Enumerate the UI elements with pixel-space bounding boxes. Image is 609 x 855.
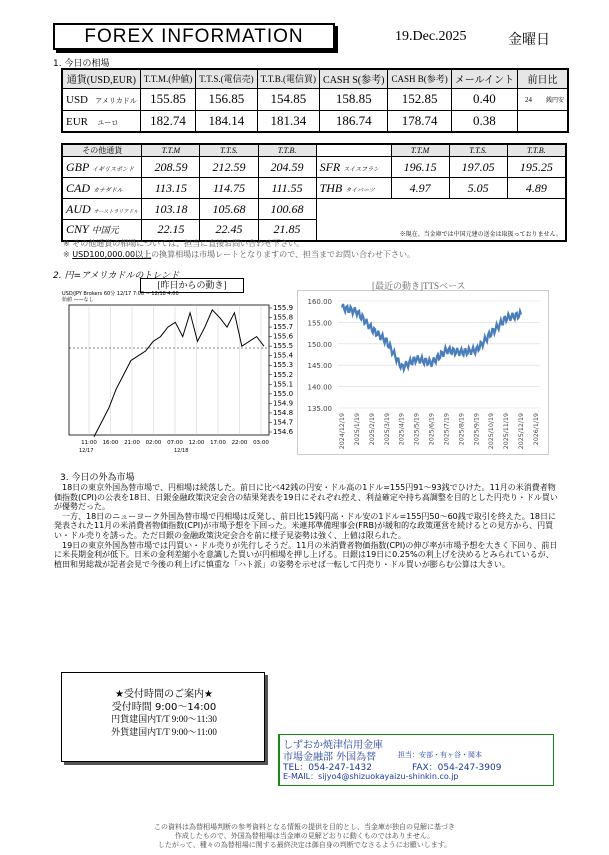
table-row bbox=[62, 178, 566, 199]
currency-code: USD bbox=[66, 94, 89, 106]
left-chart-caption: [昨日からの動き] bbox=[157, 280, 227, 290]
currency-name: スイスフラン bbox=[343, 166, 380, 173]
rate-cash-s: 158.85 bbox=[320, 88, 388, 110]
currency-name: 中国元 bbox=[91, 225, 119, 236]
other-header-tts: T.T.S. bbox=[200, 144, 258, 157]
rate-ttm: 208.59 bbox=[142, 157, 200, 178]
table-row bbox=[62, 110, 568, 132]
cny-note: ※現在、当金庫では中国元建の送金は取扱っておりません。 bbox=[316, 199, 566, 241]
trend-chart bbox=[298, 291, 546, 453]
y-tick-label: 154.9 bbox=[273, 399, 294, 408]
x-tick-label: 2025/7/19 bbox=[443, 413, 451, 446]
diff-value bbox=[518, 110, 569, 132]
y-tick-label: 155.4 bbox=[273, 351, 294, 360]
table-row bbox=[62, 199, 566, 220]
diff-value: 24 bbox=[525, 95, 533, 104]
disclaimer-line-2: 作成したもので、外国為替相場は当金庫の見解どおりに動くものではありません。 bbox=[174, 832, 435, 840]
main-rate-table bbox=[61, 68, 569, 133]
y-tick-label: 155.0 bbox=[273, 389, 294, 398]
currency-code: GBP bbox=[66, 159, 90, 174]
fax-number: FAX：054-247-3909 bbox=[412, 763, 502, 773]
rate-ttm: 155.85 bbox=[140, 88, 195, 110]
phone-number[interactable]: TEL：054-247-1432 bbox=[283, 763, 372, 773]
x-tick-label: 2025/12/19 bbox=[518, 413, 526, 450]
currency-name: イギリスポンド bbox=[92, 166, 134, 173]
currency-name: オーストラリアドル bbox=[93, 209, 139, 215]
header-ttb: T.T.B.(電信買) bbox=[257, 69, 319, 88]
date-label: 12/18 bbox=[174, 448, 189, 454]
x-tick-label: 16:00 bbox=[102, 440, 119, 446]
currency-code: THB bbox=[319, 180, 343, 195]
y-tick-label: 135.00 bbox=[307, 405, 332, 413]
x-tick-label: 22:00 bbox=[231, 440, 248, 446]
y-tick-label: 160.00 bbox=[307, 298, 332, 306]
reception-hours: 受付時間 9:00～14:00 bbox=[111, 702, 217, 713]
rate-tts: 156.85 bbox=[196, 88, 257, 110]
rate-cash-s: 186.74 bbox=[320, 110, 388, 132]
x-tick-label: 2025/10/19 bbox=[488, 413, 496, 450]
rate-tts: 212.59 bbox=[200, 157, 258, 178]
left-chart-info-1: USD/JPY Brokers 60分 12/17 7:00 ~ 12/18 4:00 bbox=[62, 291, 179, 297]
x-tick-label: 2025/5/19 bbox=[413, 413, 421, 446]
other-rate-table bbox=[61, 143, 567, 242]
disclaimer-line-3: したがって、種々の為替相場に関する最終決定は御自身の判断でなさるようにお願いします。 bbox=[157, 841, 452, 849]
rate-ttm: 4.97 bbox=[391, 178, 449, 199]
department: 市場金融部 外国為替 bbox=[283, 752, 377, 763]
y-tick-label: 155.9 bbox=[273, 304, 294, 312]
rate-ttm: 182.74 bbox=[140, 110, 195, 132]
right-chart-caption: [最近の動き]TTSベース bbox=[372, 281, 466, 291]
header-mail: メールイント bbox=[451, 69, 517, 88]
note-mark: ※ bbox=[63, 250, 73, 259]
header-cash-b: CASH B(参考) bbox=[388, 69, 451, 88]
disclaimer-line-1: この資料は為替相場判断の参考資料となる情報の提供を目的とし、当金庫が独自の見解に基づき bbox=[154, 823, 455, 831]
section-3-title: 3. 今日の外為市場 bbox=[60, 473, 135, 483]
table-row bbox=[62, 157, 566, 178]
rate-tts: 105.68 bbox=[200, 199, 258, 220]
x-tick-label: 02:00 bbox=[145, 440, 162, 446]
x-tick-label: 11:00 bbox=[81, 440, 97, 446]
left-chart-info-2: 始値 ——なし bbox=[62, 297, 94, 303]
rate-ttb: 21.85 bbox=[258, 220, 316, 241]
currency-code: SFR bbox=[319, 159, 341, 174]
header-ttm: T.T.M.(仲値) bbox=[140, 69, 195, 88]
other-header-tts-2: T.T.S. bbox=[449, 144, 507, 157]
commentary-paragraph: 18日の東京外国為替市場で、円相場は続落した。前日に比べ42銭の円安・ドル高の1ドル=155円91～93銭でひけた。11月の米消費者物価指数(CPI)の公表を18日、日銀金融政策決定会合の結果発表を19日にそれぞれ控え、利益確定や持ち高調整を目的とした円売り・ドル買いが優勢だった。 bbox=[54, 483, 558, 512]
header-diff: 前日比 bbox=[518, 69, 569, 88]
rate-ttm: 196.15 bbox=[391, 157, 449, 178]
currency-code: CNY bbox=[66, 222, 89, 237]
other-header-currency: その他通貨 bbox=[62, 144, 142, 157]
y-tick-label: 154.7 bbox=[273, 418, 294, 427]
y-tick-label: 155.6 bbox=[273, 332, 294, 341]
other-header-ttm-2: T.T.M bbox=[391, 144, 449, 157]
rate-mail: 0.40 bbox=[451, 88, 517, 110]
x-tick-label: 2025/6/19 bbox=[428, 413, 436, 446]
x-tick-label: 12:00 bbox=[188, 440, 205, 446]
y-tick-label: 155.2 bbox=[273, 370, 294, 379]
note-text: の換算相場は市場レートとなりますので、担当までお問い合わせ下さい。 bbox=[151, 250, 415, 259]
rate-ttb: 204.59 bbox=[258, 157, 316, 178]
rate-mail: 0.38 bbox=[451, 110, 517, 132]
market-commentary bbox=[54, 483, 559, 569]
rate-tts: 184.14 bbox=[196, 110, 257, 132]
reception-yen-tt: 円貨建国内T/T 9:00～11:30 bbox=[111, 714, 217, 724]
y-tick-label: 155.1 bbox=[273, 380, 294, 389]
rate-ttm: 22.15 bbox=[142, 220, 200, 241]
rate-cash-b: 178.74 bbox=[388, 110, 451, 132]
rate-ttm: 113.15 bbox=[142, 178, 200, 199]
rate-ttm: 103.18 bbox=[142, 199, 200, 220]
diff-note: 銭円安 bbox=[546, 97, 565, 104]
currency-code: EUR bbox=[66, 115, 88, 128]
commentary-paragraph: 19日の東京外国為替市場では円買い・ドル売りが先行しそうだ。11月の米消費者物価指数(CPI)の伸び率が市場予想を大きく下回り、前日に米長期金利が低下。日米の金利差縮小を意識した買いが円相場を押し上げる。日銀は19日に0.25%の利上げを決めるとみられているが、植田和男総裁が記者会見で今後の利上げに慎重な「ハト派」の姿勢を示せば一転して円売り・ドル買いが膨らむ公算は大きい。 bbox=[54, 540, 558, 569]
rate-ttb: 195.25 bbox=[507, 157, 566, 178]
rate-ttb: 4.89 bbox=[507, 178, 566, 199]
reception-foreign-tt: 外貨建国内T/T 9:00～11:00 bbox=[111, 727, 217, 737]
staff: 担当：安部・有ヶ谷・岡本 bbox=[398, 751, 482, 759]
x-tick-label: 21:00 bbox=[124, 440, 140, 446]
other-header-ttm: T.T.M bbox=[142, 144, 200, 157]
y-tick-label: 140.00 bbox=[307, 383, 332, 392]
note-threshold: USD100,000.00以上 bbox=[72, 250, 152, 259]
y-tick-label: 155.00 bbox=[307, 319, 332, 328]
x-tick-label: 2025/2/19 bbox=[368, 413, 376, 446]
date-label: 12/17 bbox=[79, 448, 94, 454]
section-2-title: 2. 円=アメリカドルのトレンド bbox=[53, 271, 180, 281]
x-tick-label: 17:00 bbox=[210, 440, 226, 446]
currency-code: CAD bbox=[66, 180, 90, 195]
rate-ttb: 181.34 bbox=[257, 110, 319, 132]
x-tick-label: 2025/8/19 bbox=[458, 413, 466, 446]
rate-ttb: 154.85 bbox=[257, 88, 319, 110]
x-tick-label: 2025/4/19 bbox=[398, 413, 406, 446]
y-tick-label: 154.8 bbox=[273, 408, 294, 417]
x-tick-label: 2025/1/19 bbox=[353, 413, 361, 446]
rate-tts: 114.75 bbox=[200, 178, 258, 199]
x-tick-label: 2024/12/19 bbox=[339, 413, 346, 450]
y-tick-label: 155.8 bbox=[273, 313, 294, 322]
currency-name: カナダドル bbox=[93, 187, 123, 194]
x-tick-label: 2025/11/19 bbox=[503, 413, 511, 450]
page-title: FOREX INFORMATION bbox=[84, 26, 304, 47]
note-large-amount bbox=[63, 249, 415, 260]
header-tts: T.T.S.(電信売) bbox=[196, 69, 257, 88]
report-date: 19.Dec.2025 bbox=[395, 29, 467, 44]
x-tick-label: 03:00 bbox=[253, 440, 269, 446]
intraday-chart bbox=[62, 300, 302, 460]
header-cash-s: CASH S(参考) bbox=[320, 69, 388, 88]
trend-series-line bbox=[342, 304, 521, 370]
x-tick-label: 2025/9/19 bbox=[473, 413, 481, 446]
x-tick-label: 2026/1/19 bbox=[533, 413, 540, 446]
email-link[interactable]: E-MAIL：sijyo4@shizuokayaizu-shinkin.co.jp bbox=[283, 772, 459, 781]
x-tick-label: 07:00 bbox=[167, 440, 183, 446]
currency-name: タイバーツ bbox=[345, 187, 375, 194]
rate-ttb: 100.68 bbox=[258, 199, 316, 220]
weekday: 金曜日 bbox=[508, 33, 550, 48]
y-tick-label: 145.00 bbox=[307, 362, 332, 371]
currency-code: AUD bbox=[66, 201, 91, 216]
y-tick-label: 155.3 bbox=[273, 361, 294, 370]
y-tick-label: 150.00 bbox=[307, 340, 332, 349]
rate-cash-b: 152.85 bbox=[388, 88, 451, 110]
rate-tts: 5.05 bbox=[449, 178, 507, 199]
y-tick-label: 155.5 bbox=[273, 342, 294, 351]
reception-title: ★受付時間のご案内★ bbox=[115, 689, 213, 700]
commentary-paragraph: 一方、18日のニューヨーク外国為替市場で円相場は反発し、前日比15銭円高・ドル安の1ドル=155円50～60銭で取引を終えた。18日に発表された11月の米消費者物価指数(CPI)が市場予想を下回った。米連邦準備理事会(FRB)が緩和的な政策運営を続けるとの見方から、円買い・ドル売りを誘った。ただ日銀の金融政策決定会合を前に様子見姿勢は強く、上値は限られた。 bbox=[54, 511, 556, 540]
bank-name: しずおか焼津信用金庫 bbox=[283, 740, 383, 751]
section-1-title: 1. 今日の相場 bbox=[53, 59, 110, 69]
other-header-ttb-2: T.T.B. bbox=[507, 144, 566, 157]
plot-area bbox=[69, 305, 269, 435]
note-other-currencies: ※ その他通貨の相場については、担当に直接お問い合わせ下さい。 bbox=[63, 239, 305, 248]
currency-name: アメリカドル bbox=[95, 97, 137, 105]
x-tick-label: 2025/3/19 bbox=[383, 413, 391, 446]
rate-ttb: 111.55 bbox=[258, 178, 316, 199]
y-tick-label: 155.7 bbox=[273, 323, 294, 332]
header-currency: 通貨(USD,EUR) bbox=[62, 69, 140, 88]
currency-name: ユーロ bbox=[97, 118, 119, 127]
rate-tts: 197.05 bbox=[449, 157, 507, 178]
rate-tts: 22.45 bbox=[200, 220, 258, 241]
other-header-ttb: T.T.B. bbox=[258, 144, 316, 157]
y-tick-label: 154.6 bbox=[273, 428, 294, 436]
table-row bbox=[62, 88, 568, 110]
